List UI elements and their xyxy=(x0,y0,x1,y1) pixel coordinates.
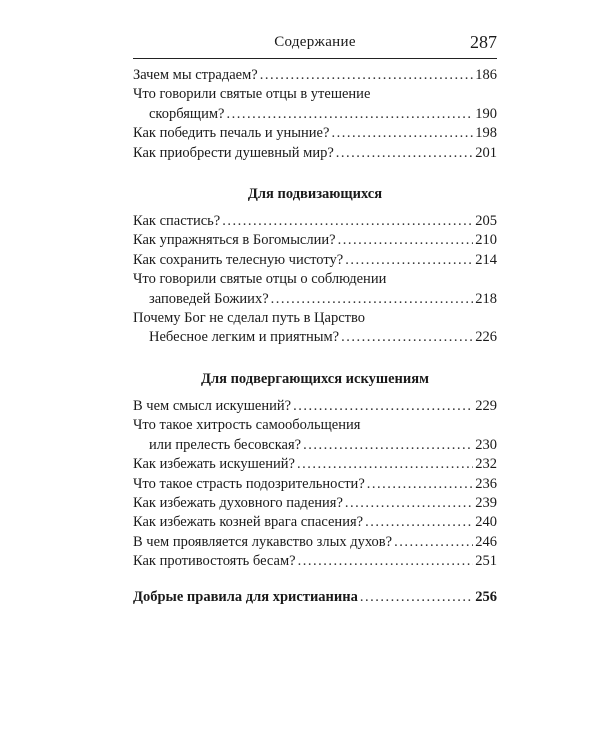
entry-page: 246 xyxy=(475,533,497,550)
entry-title: Как избежать козней врага спасения? xyxy=(133,514,364,531)
toc-entry[interactable] xyxy=(133,475,497,494)
toc-entry[interactable] xyxy=(133,85,497,124)
entry-title-line1: Что такое хитрость самообольщения xyxy=(133,417,361,434)
entry-title-line2: или прелесть бесовская? xyxy=(149,436,302,453)
table-of-contents xyxy=(133,66,497,607)
toc-entry[interactable] xyxy=(133,397,497,416)
leader-dots xyxy=(336,144,473,163)
leader-dots xyxy=(341,328,473,347)
leader-dots xyxy=(360,588,473,607)
toc-entry[interactable] xyxy=(133,533,497,552)
entry-title: Зачем мы страдаем? xyxy=(133,67,258,83)
section-title-strivers: Для подвизающихся xyxy=(247,186,383,203)
toc-entry-final[interactable] xyxy=(133,588,497,607)
leader-dots xyxy=(293,397,473,416)
toc-entry[interactable] xyxy=(133,66,497,85)
toc-entry[interactable] xyxy=(133,212,497,231)
entry-page: 190 xyxy=(475,105,497,122)
toc-entry[interactable] xyxy=(133,416,497,455)
entry-title: Добрые правила для христианина xyxy=(133,588,358,605)
entry-title: В чем проявляется лукавство злых духов? xyxy=(133,533,393,550)
leader-dots xyxy=(298,552,474,571)
entry-title: Как избежать искушений? xyxy=(133,456,295,473)
entry-title-line1: Что говорили святые отцы в утешение xyxy=(133,86,371,103)
entry-title: Что такое страсть подозрительности? xyxy=(133,475,365,492)
toc-entry[interactable] xyxy=(133,309,497,348)
toc-entry[interactable] xyxy=(133,124,497,143)
entry-page: 210 xyxy=(475,232,497,249)
entry-title: Как приобрести душевный мир? xyxy=(133,144,334,161)
toc-entry[interactable] xyxy=(133,144,497,163)
entry-page: 226 xyxy=(475,329,497,346)
leader-dots xyxy=(345,494,473,513)
leader-dots xyxy=(331,124,473,143)
entry-title: Как избежать духовного падения? xyxy=(133,494,343,511)
entry-page: 239 xyxy=(475,494,497,511)
toc-entry[interactable] xyxy=(133,513,497,532)
entry-title: В чем смысл искушений? xyxy=(133,397,292,414)
leader-dots xyxy=(226,105,473,124)
page-number: 287 xyxy=(470,32,497,52)
entry-title: Как победить печаль и уныние? xyxy=(133,125,330,142)
leader-dots xyxy=(297,455,473,474)
leader-dots xyxy=(367,475,473,494)
entry-title-line2: Небесное легким и приятным? xyxy=(149,329,340,346)
entry-page: 232 xyxy=(475,456,497,473)
toc-entry[interactable] xyxy=(133,251,497,270)
entry-title-line2: заповедей Божиих? xyxy=(149,290,269,307)
entry-title-line1: Что говорили святые отцы о соблюдении xyxy=(133,271,387,288)
entry-page: 236 xyxy=(475,475,497,492)
entry-page: 186 xyxy=(475,67,497,83)
leader-dots xyxy=(345,251,473,270)
leader-dots xyxy=(222,212,473,231)
toc-entry[interactable] xyxy=(133,455,497,474)
toc-entry[interactable] xyxy=(133,552,497,571)
running-title: Содержание xyxy=(274,34,356,50)
entry-page: 201 xyxy=(475,144,497,161)
header-rule xyxy=(133,58,497,59)
page-header xyxy=(133,32,497,56)
toc-entry[interactable] xyxy=(133,270,497,309)
entry-page: 256 xyxy=(475,588,497,605)
leader-dots xyxy=(394,533,473,552)
entry-title: Как сохранить телесную чистоту? xyxy=(133,251,344,268)
entry-page: 198 xyxy=(475,125,497,142)
spacer xyxy=(133,572,497,588)
entry-page: 230 xyxy=(475,436,497,453)
leader-dots xyxy=(338,231,474,250)
entry-page: 214 xyxy=(475,251,497,268)
entry-page: 205 xyxy=(475,213,497,230)
entry-title: Как противостоять бесам? xyxy=(133,553,296,570)
entry-page: 251 xyxy=(475,553,497,570)
entry-title: Как упражняться в Богомыслии? xyxy=(133,232,336,249)
leader-dots xyxy=(303,436,473,455)
leader-dots xyxy=(260,66,474,85)
entry-title-line2: скорбящим? xyxy=(149,105,225,122)
leader-dots xyxy=(365,513,473,532)
section-title-tempted: Для подвергающихся искушениям xyxy=(201,370,429,387)
toc-entry[interactable] xyxy=(133,231,497,250)
leader-dots xyxy=(271,290,474,309)
toc-entry[interactable] xyxy=(133,494,497,513)
entry-title-line1: Почему Бог не сделал путь в Царство xyxy=(133,310,365,327)
entry-title: Как спастись? xyxy=(133,213,221,230)
entry-page: 240 xyxy=(475,514,497,531)
entry-page: 229 xyxy=(475,397,497,414)
entry-page: 218 xyxy=(475,290,497,307)
toc-page xyxy=(133,32,497,607)
